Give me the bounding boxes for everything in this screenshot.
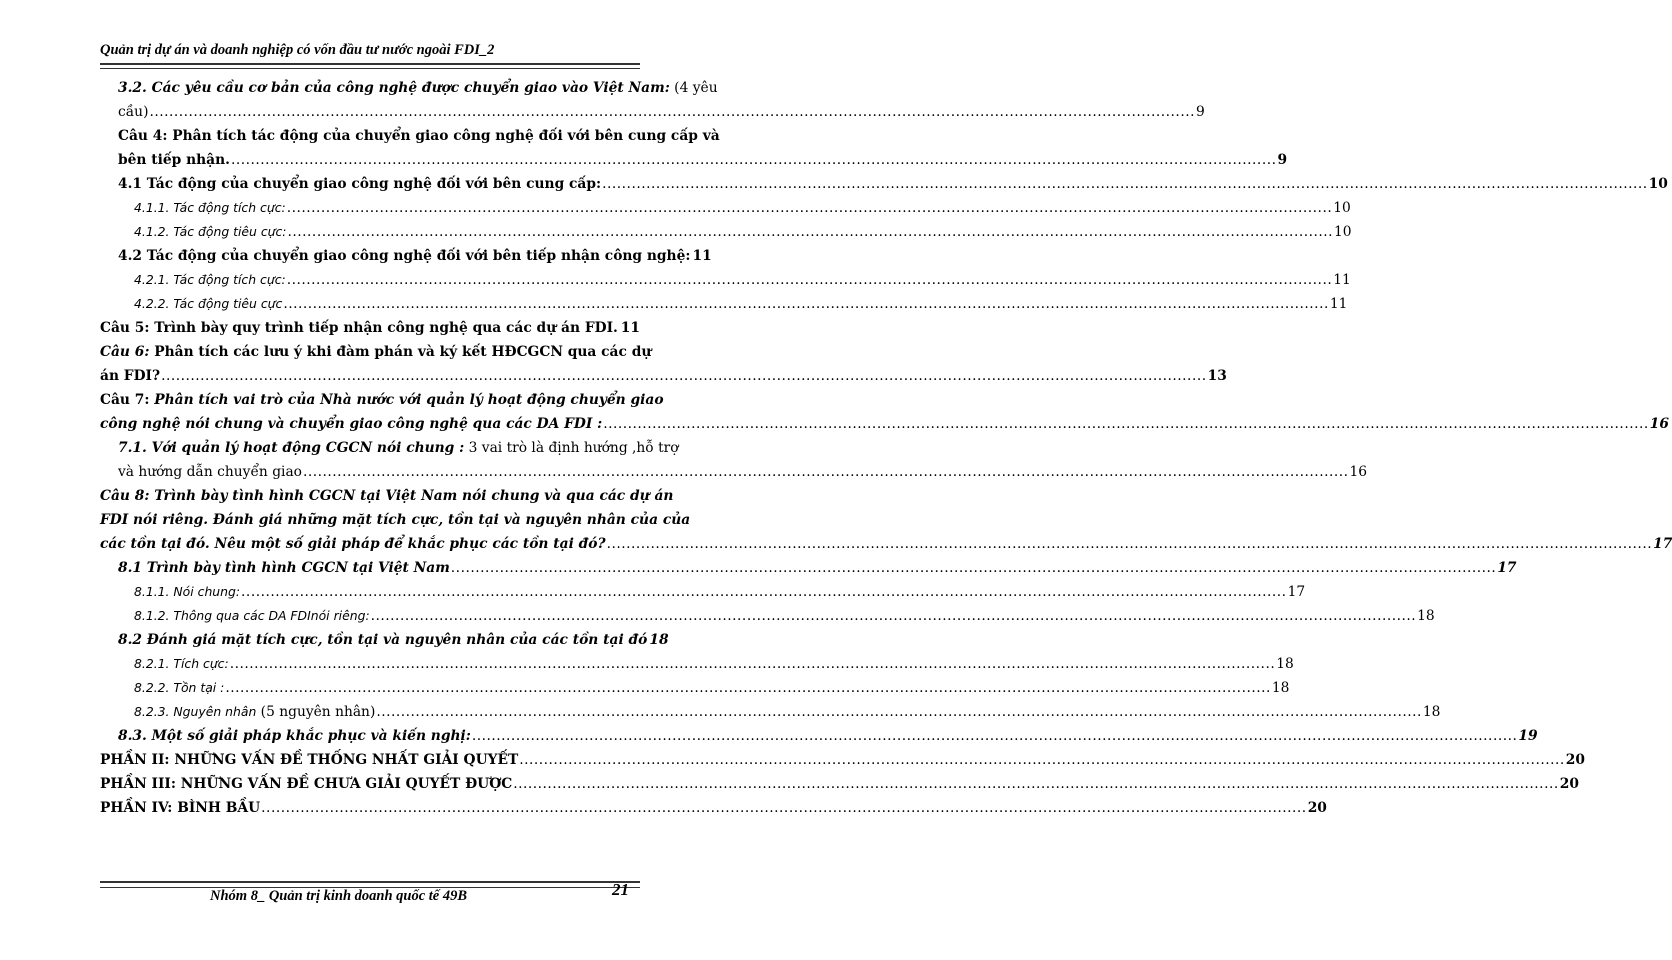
toc-page-number: 17 (1653, 536, 1672, 552)
toc-page-number: 16 (1649, 416, 1669, 432)
toc-entry-title: PHẦN III: NHỮNG VẤN ĐỀ CHƯA GIẢI QUYẾT ĐƯỢC (100, 776, 513, 792)
toc-entry-4-2-2[interactable] (100, 292, 1348, 316)
dot-leader (161, 364, 1207, 388)
toc-page-number: 18 (649, 632, 669, 648)
dot-leader (287, 268, 1333, 292)
toc-page-number: 18 (1271, 680, 1290, 696)
toc-page-number: 20 (1565, 752, 1585, 768)
toc-entry-7-1[interactable] (100, 436, 1368, 484)
dot-leader (371, 604, 1417, 628)
toc-entry-title: PHẦN IV: BÌNH BẦU (100, 800, 261, 816)
toc-entry-title-cont: án FDI? (100, 368, 161, 384)
dot-leader (513, 772, 1559, 796)
toc-entry-title-cont: và hướng dẫn chuyển giao (118, 464, 302, 480)
toc-entry-8-2[interactable] (100, 628, 669, 652)
toc-entry-phan-4[interactable] (100, 796, 1327, 820)
toc-entry-4-1[interactable] (100, 172, 1668, 196)
toc-entry-cau-7[interactable] (100, 388, 1669, 436)
toc-entry-title-cont: công nghệ nói chung và chuyển giao công nghệ qua các DA FDI : (100, 416, 603, 432)
toc-entry-title: Câu 8: Trình bày tình hình CGCN tại Việt Nam nói chung và qua các dự án (100, 488, 674, 504)
dot-leader (619, 316, 620, 340)
toc-page-number: 11 (692, 248, 712, 264)
footer-rule (100, 881, 640, 888)
toc-entry-title: 4.2.1. Tác động tích cực: (134, 272, 286, 287)
toc-entry-title: 8.3. Một số giải pháp khắc phục và kiến nghị: (118, 728, 471, 744)
toc-entry-title: PHẦN II: NHỮNG VẤN ĐỀ THỐNG NHẤT GIẢI QUYẾT (100, 752, 519, 768)
running-footer: Nhóm 8_ Quản trị kinh doanh quốc tế 49B (210, 888, 468, 904)
toc-entry-title: Câu 4: Phân tích tác động của chuyển giao công nghệ đối với bên cung cấp và (118, 128, 720, 144)
toc-entry-note: 3 vai trò là định hướng ,hỗ trợ (464, 440, 679, 456)
dot-leader (225, 676, 1271, 700)
toc-entry-title: Câu 5: Trình bày quy trình tiếp nhận công nghệ qua các dự án FDI. (100, 320, 618, 336)
toc-entry-title: 7.1. Với quản lý hoạt động CGCN nói chung : (118, 440, 465, 456)
toc-entry-8-2-1[interactable] (100, 652, 1294, 676)
toc-entry-title: 4.1 Tác động của chuyển giao công nghệ đối với bên cung cấp: (118, 176, 602, 192)
dot-leader (287, 196, 1333, 220)
toc-entry-8-2-3[interactable] (100, 700, 1441, 724)
dot-leader (603, 412, 1649, 436)
toc-page-number: 20 (1307, 800, 1327, 816)
dot-leader (149, 100, 1195, 124)
toc-entry-title: 4.1.1. Tác động tích cực: (134, 200, 286, 215)
toc-entry-title: Phân tích vai trò của Nhà nước với quản lý hoạt động chuyển giao (149, 392, 664, 408)
toc-entry-3-2[interactable] (100, 76, 1205, 124)
dot-leader (602, 172, 1648, 196)
table-of-contents (100, 76, 1672, 820)
toc-entry-8-1[interactable] (100, 556, 1517, 580)
toc-entry-8-1-2[interactable] (100, 604, 1435, 628)
toc-entry-title: 4.2.2. Tác động tiêu cực (134, 296, 283, 311)
dot-leader (288, 220, 1334, 244)
toc-entry-title-cont: FDI nói riêng. Đánh giá những mặt tích cực, tồn tại và nguyên nhân của của (100, 512, 691, 528)
toc-entry-cau-8[interactable] (100, 484, 1672, 556)
toc-entry-title-cont: bên tiếp nhận. (118, 152, 230, 168)
toc-page-number: 11 (620, 320, 640, 336)
dot-leader (303, 460, 1349, 484)
toc-page-number: 10 (1333, 200, 1351, 216)
toc-page-number: 9 (1195, 104, 1205, 120)
toc-entry-label: Câu 6: (100, 344, 150, 360)
dot-leader (451, 556, 1497, 580)
toc-page-number: 10 (1334, 224, 1352, 240)
toc-entry-title: 8.1.1. Nói chung: (134, 584, 241, 599)
toc-entry-cau-4[interactable] (100, 124, 1288, 172)
toc-entry-4-1-2[interactable] (100, 220, 1352, 244)
header-rule (100, 63, 640, 69)
toc-entry-phan-2[interactable] (100, 748, 1585, 772)
toc-entry-title: 8.1 Trình bày tình hình CGCN tại Việt Nam (118, 560, 450, 576)
dot-leader (241, 580, 1287, 604)
toc-entry-8-1-1[interactable] (100, 580, 1306, 604)
toc-entry-title-cont: cầu) (118, 104, 149, 120)
dot-leader (472, 724, 1518, 748)
toc-page-number: 17 (1287, 584, 1306, 600)
toc-page-number: 18 (1276, 656, 1294, 672)
dot-leader (231, 148, 1277, 172)
dot-leader (261, 796, 1307, 820)
toc-page-number: 19 (1518, 728, 1538, 744)
toc-entry-title: 8.1.2. Thông qua các DA FDInói riêng: (134, 608, 370, 623)
dot-leader (607, 532, 1653, 556)
toc-entry-note: (5 nguyên nhân) (256, 704, 376, 720)
toc-entry-title: 4.2 Tác động của chuyển giao công nghệ đối với bên tiếp nhận công nghệ: (118, 248, 691, 264)
toc-entry-phan-3[interactable] (100, 772, 1579, 796)
toc-entry-cau-6[interactable] (100, 340, 1227, 388)
toc-page-number: 9 (1277, 152, 1288, 168)
toc-entry-title: Phân tích các lưu ý khi đàm phán và ký kết HĐCGCN qua các dự (149, 344, 652, 360)
toc-entry-title: 3.2. Các yêu cầu cơ bản của công nghệ được chuyển giao vào Việt Nam: (118, 80, 670, 96)
toc-entry-4-1-1[interactable] (100, 196, 1351, 220)
toc-entry-title: 8.2.2. Tồn tại : (134, 680, 225, 695)
toc-page-number: 17 (1497, 560, 1517, 576)
toc-entry-note: (4 yêu (669, 80, 718, 96)
page-number: 21 (612, 880, 629, 899)
toc-page-number: 10 (1648, 176, 1668, 192)
running-header: Quản trị dự án và doanh nghiệp có vốn đầu tư nước ngoài FDI_2 (100, 42, 495, 58)
toc-entry-8-2-2[interactable] (100, 676, 1290, 700)
dot-leader (283, 292, 1329, 316)
dot-leader (230, 652, 1276, 676)
toc-page-number: 20 (1559, 776, 1579, 792)
toc-entry-title-cont: các tồn tại đó. Nêu một số giải pháp để khắc phục các tồn tại đó? (100, 536, 606, 552)
toc-page-number: 16 (1349, 464, 1368, 480)
toc-entry-4-2[interactable] (100, 244, 712, 268)
toc-entry-title: 8.2.3. Nguyên nhân (134, 704, 257, 719)
dot-leader (519, 748, 1565, 772)
toc-entry-label: Câu 7: (100, 392, 150, 408)
toc-entry-8-3[interactable] (100, 724, 1538, 748)
toc-entry-title: 4.1.2. Tác động tiêu cực: (134, 224, 287, 239)
toc-entry-cau-5[interactable] (100, 316, 640, 340)
toc-page-number: 18 (1417, 608, 1435, 624)
toc-entry-title: 8.2 Đánh giá mặt tích cực, tồn tại và nguyên nhân của các tồn tại đó (118, 632, 648, 648)
toc-entry-title: 8.2.1. Tích cực: (134, 656, 229, 671)
toc-entry-4-2-1[interactable] (100, 268, 1351, 292)
toc-page-number: 18 (1422, 704, 1441, 720)
dot-leader (376, 700, 1422, 724)
toc-page-number: 11 (1329, 296, 1348, 312)
toc-page-number: 11 (1333, 272, 1351, 288)
toc-page-number: 13 (1207, 368, 1227, 384)
